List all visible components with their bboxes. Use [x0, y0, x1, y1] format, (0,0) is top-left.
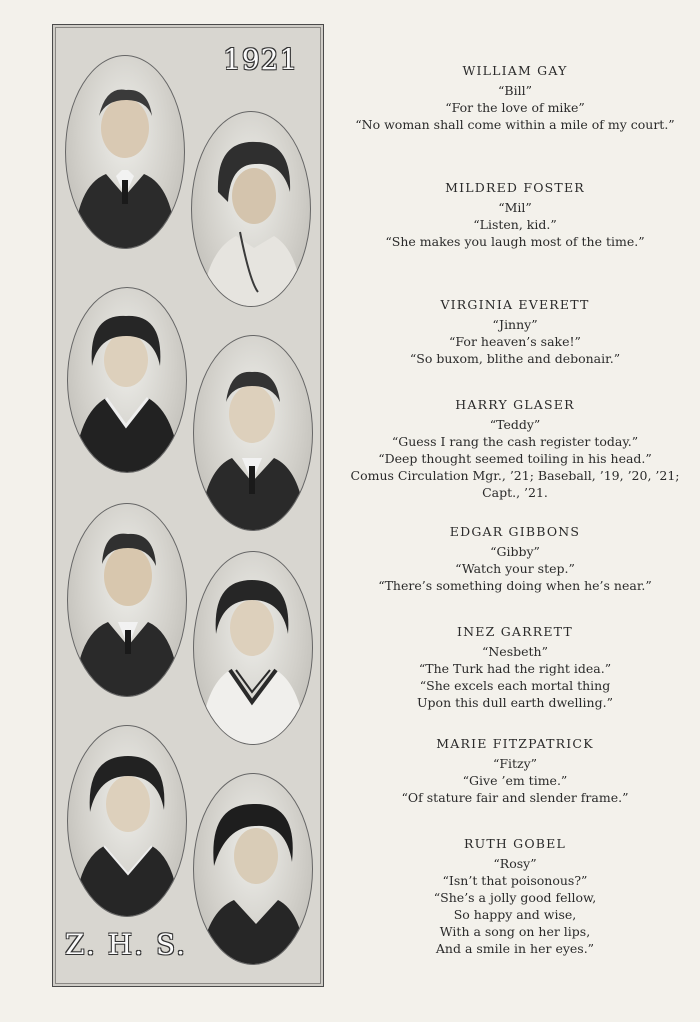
student-nickname: “Gibby” [490, 544, 540, 559]
portrait-marie-fitzpatrick-image [68, 726, 186, 916]
entry-virginia-everett [340, 296, 690, 367]
student-quote: “So buxom, blithe and debonair.” [409, 351, 621, 366]
student-saying: “Guess I rang the cash register today.” [391, 434, 639, 449]
entry-inez-garrett [340, 623, 690, 711]
student-saying: “Give ’em time.” [462, 773, 568, 788]
student-name: EDGAR GIBBONS [449, 524, 581, 539]
student-name: VIRGINIA EVERETT [440, 297, 590, 312]
portrait-william-gay-image [66, 56, 184, 248]
student-name: MILDRED FOSTER [445, 180, 585, 195]
portrait-ruth-gobel-image [194, 774, 312, 964]
entry-edgar-gibbons [340, 523, 690, 594]
student-saying: “Watch your step.” [455, 561, 575, 576]
portrait-harry-glaser [193, 335, 313, 531]
student-activities: Comus Circulation Mgr., ’21; Baseball, ’19, ’20, ’21; [350, 468, 680, 483]
student-saying: “The Turk had the right idea.” [418, 661, 612, 676]
student-nickname: “Rosy” [493, 856, 537, 871]
student-saying: “For the love of mike” [445, 100, 585, 115]
student-nickname: “Jinny” [492, 317, 538, 332]
entry-harry-glaser [340, 396, 690, 501]
student-name: MARIE FITZPATRICK [436, 736, 594, 751]
portrait-william-gay [65, 55, 185, 249]
student-nickname: “Bill” [498, 83, 532, 98]
student-saying: “For heaven’s sake!” [449, 334, 581, 349]
student-quote-line-2: So happy and wise, [453, 907, 577, 922]
portrait-ruth-gobel [193, 773, 313, 965]
student-quote: “Of stature fair and slender frame.” [401, 790, 629, 805]
photo-panel [52, 24, 324, 987]
entry-william-gay [340, 62, 690, 133]
portrait-virginia-everett-image [68, 288, 186, 472]
entry-mildred-foster [340, 179, 690, 250]
student-name: HARRY GLASER [455, 397, 575, 412]
year-label: 1921 [223, 43, 299, 76]
portrait-marie-fitzpatrick [67, 725, 187, 917]
student-saying: “Listen, kid.” [473, 217, 557, 232]
student-quote-line-3: With a song on her lips, [439, 924, 591, 939]
student-quote-line-1: “She excels each mortal thing [419, 678, 611, 693]
student-saying: “Isn’t that poisonous?” [442, 873, 588, 888]
entry-marie-fitzpatrick [340, 735, 690, 806]
student-quote: “Deep thought seemed toiling in his head.” [378, 451, 652, 466]
portrait-inez-garrett [193, 551, 313, 745]
student-quote: “There’s something doing when he’s near.” [378, 578, 652, 593]
student-name: INEZ GARRETT [457, 624, 573, 639]
student-nickname: “Teddy” [489, 417, 541, 432]
portrait-mildred-foster [191, 111, 311, 307]
school-initials: Z. H. S. [65, 928, 188, 961]
student-activities-continued: Capt., ’21. [482, 485, 548, 500]
student-quote: “No woman shall come within a mile of my court.” [355, 117, 675, 132]
student-nickname: “Mil” [498, 200, 532, 215]
portrait-harry-glaser-image [194, 336, 312, 530]
student-quote-line-1: “She’s a jolly good fellow, [433, 890, 597, 905]
student-name: WILLIAM GAY [462, 63, 568, 78]
portrait-virginia-everett [67, 287, 187, 473]
student-quote: “She makes you laugh most of the time.” [385, 234, 645, 249]
student-nickname: “Nesbeth” [481, 644, 548, 659]
student-quote-line-4: And a smile in her eyes.” [435, 941, 595, 956]
student-quote-line-2: Upon this dull earth dwelling.” [417, 695, 613, 710]
entry-ruth-gobel [340, 835, 690, 957]
student-nickname: “Fitzy” [492, 756, 538, 771]
portrait-mildred-foster-image [192, 112, 310, 306]
portrait-edgar-gibbons-image [68, 504, 186, 696]
student-name: RUTH GOBEL [463, 836, 566, 851]
portrait-inez-garrett-image [194, 552, 312, 744]
portrait-edgar-gibbons [67, 503, 187, 697]
